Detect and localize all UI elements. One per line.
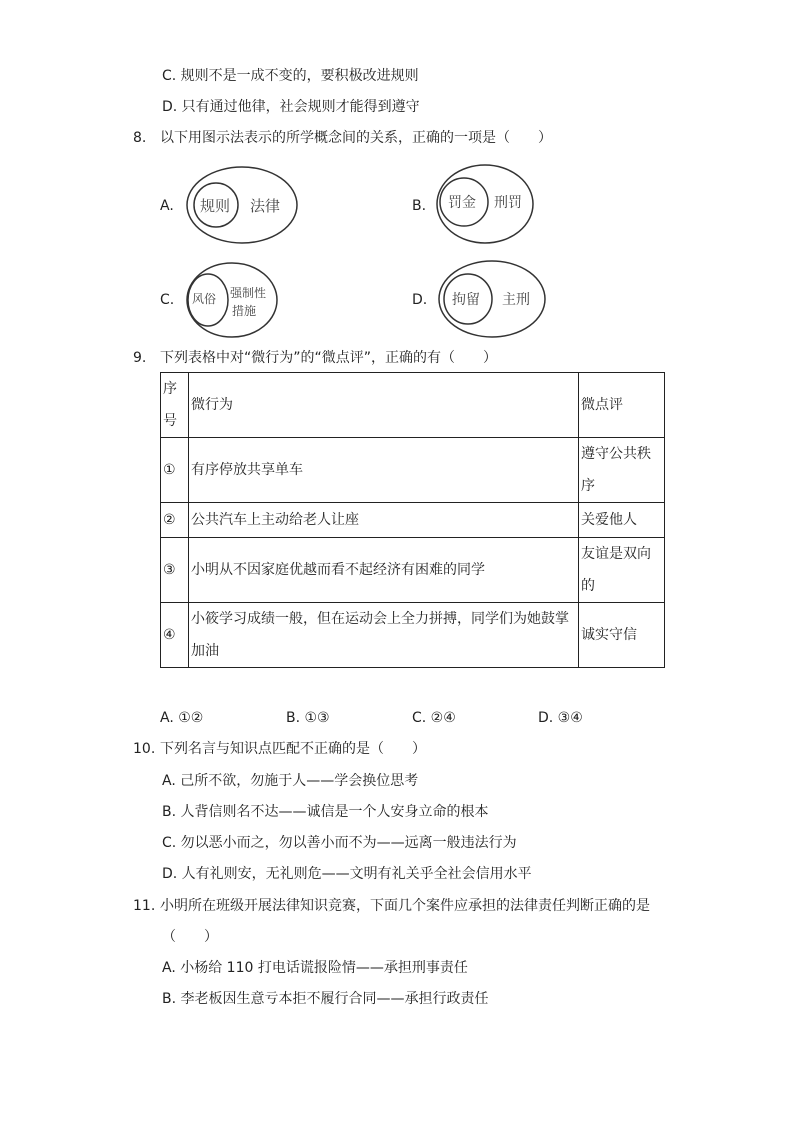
table-header-cell: 微行为 <box>189 373 579 438</box>
q11-answer-paren: （ ） <box>162 929 218 945</box>
q8-option-a-diagram <box>184 164 300 246</box>
q10-option-d: D. 人有礼则安，无礼则危——文明有礼关乎全社会信用水平 <box>162 866 532 882</box>
q8-b-outer-label: 刑罚 <box>494 195 522 211</box>
q10-stem: 下列名言与知识点匹配不正确的是（ ） <box>160 741 426 757</box>
q8-c-outer-label-2: 措施 <box>232 304 257 318</box>
table-header-cell: 微点评 <box>579 373 665 438</box>
q9-option-c: C. ②④ <box>412 710 456 726</box>
q8-a-inner-label: 规则 <box>200 197 231 215</box>
table-row <box>161 503 665 538</box>
q8-option-b-diagram <box>434 162 536 246</box>
table-cell: ③ <box>161 538 189 603</box>
table-cell: ② <box>161 503 189 538</box>
table-cell: ① <box>161 438 189 503</box>
q11-stem: 小明所在班级开展法律知识竞赛，下面几个案件应承担的法律责任判断正确的是 <box>160 898 650 914</box>
q8-option-d-diagram <box>436 258 548 340</box>
q8-d-inner-label: 拘留 <box>452 292 480 308</box>
q7-option-d: D. 只有通过他律，社会规则才能得到遵守 <box>162 99 420 115</box>
q11-option-a: A. 小杨给 110 打电话谎报险情——承担刑事责任 <box>162 960 468 976</box>
q11-option-b: B. 李老板因生意亏本拒不履行合同——承担行政责任 <box>162 991 489 1007</box>
q9-option-a: A. ①② <box>160 710 204 726</box>
q10-option-a: A. 己所不欲，勿施于人——学会换位思考 <box>162 773 419 789</box>
q9-stem: 下列表格中对“微行为”的“微点评”，正确的有（ ） <box>160 350 498 366</box>
table-header-cell: 序号 <box>161 373 189 438</box>
q8-b-inner-label: 罚金 <box>448 195 476 211</box>
table-header-row <box>161 373 665 438</box>
q8-option-d-letter: D. <box>412 292 428 308</box>
q9-option-b: B. ①③ <box>286 710 330 726</box>
q8-d-outer-label: 主刑 <box>502 292 530 308</box>
q8-c-inner-label: 风俗 <box>192 292 217 306</box>
table-cell: 公共汽车上主动给老人让座 <box>189 503 579 538</box>
q8-option-c-letter: C. <box>160 292 175 308</box>
q8-c-outer-label: 强制性 <box>230 286 267 300</box>
table-cell: 关爱他人 <box>579 503 665 538</box>
q10-number: 10. <box>133 741 156 757</box>
table-cell: 友谊是双向的 <box>579 538 665 603</box>
q8-a-outer-label: 法律 <box>250 197 281 215</box>
q8-number: 8. <box>133 130 147 146</box>
q9-table <box>160 372 665 668</box>
q8-option-a-letter: A. <box>160 198 174 214</box>
table-cell: 小筱学习成绩一般，但在运动会上全力拼搏，同学们为她鼓掌加油 <box>189 603 579 668</box>
table-row <box>161 603 665 668</box>
table-cell: 诚实守信 <box>579 603 665 668</box>
q8-option-c-diagram <box>184 260 280 340</box>
table-row <box>161 538 665 603</box>
q10-option-b: B. 人背信则名不达——诚信是一个人安身立命的根本 <box>162 804 489 820</box>
table-row <box>161 438 665 503</box>
q8-option-b-letter: B. <box>412 198 427 214</box>
q7-option-c: C. 规则不是一成不变的，要积极改进规则 <box>162 68 419 84</box>
table-cell: 遵守公共秩序 <box>579 438 665 503</box>
table-cell: 小明从不因家庭优越而看不起经济有困难的同学 <box>189 538 579 603</box>
q10-option-c: C. 勿以恶小而之，勿以善小而不为——远离一般违法行为 <box>162 835 517 851</box>
q8-stem: 以下用图示法表示的所学概念间的关系，正确的一项是（ ） <box>160 130 552 146</box>
table-cell: 有序停放共享单车 <box>189 438 579 503</box>
q9-option-d: D. ③④ <box>538 710 583 726</box>
q11-number: 11. <box>133 898 156 914</box>
table-cell: ④ <box>161 603 189 668</box>
q9-number: 9. <box>133 350 147 366</box>
